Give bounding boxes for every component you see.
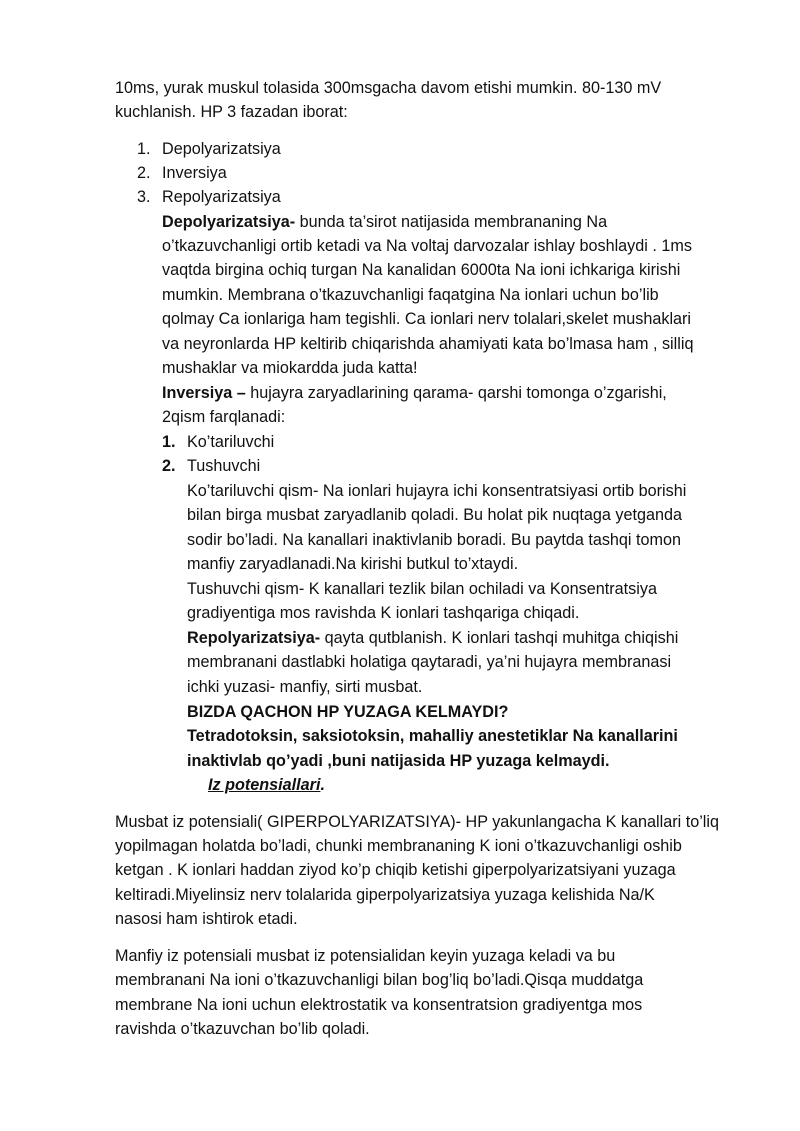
paragraph-line: nasosi ham ishtirok etadi. (115, 910, 298, 928)
paragraph-line: Musbat iz potensiali( GIPERPOLYARIZATSIYA)- HP yakunlangacha K kanallari to’liq (115, 813, 719, 831)
paragraph-line: Inversiya – hujayra zaryadlarining qarama- qarshi tomonga o’zgarishi, (162, 384, 667, 402)
paragraph-line: 2qism farqlanadi: (162, 408, 286, 426)
question-heading: BIZDA QACHON HP YUZAGA KELMAYDI? (187, 703, 509, 721)
intro-line-1: 10ms, yurak muskul tolasida 300msgacha davom etishi mumkin. 80-130 mV (115, 79, 662, 97)
answer-line: inaktivlab qo’yadi ,buni natijasida HP yuzaga kelmaydi. (187, 752, 610, 770)
paragraph-line: membranani dastlabki holatiga qaytaradi, ya’ni hujayra membranasi (187, 653, 672, 671)
paragraph-line: ketgan . K ionlari haddan ziyod ko’p chiqib ketishi giperpolyarizatsiyani yuzaga (115, 861, 676, 879)
inversiya-title: Inversiya – (162, 384, 246, 402)
list-item-depolyarizatsiya: Depolyarizatsiya (162, 140, 281, 158)
paragraph-line: o’tkazuvchanligi ortib ketadi va Na voltaj darvozalar ishlay boshlaydi . 1ms (162, 237, 692, 255)
list-number: 2. (137, 164, 151, 182)
depol-title: Depolyarizatsiya- (162, 213, 296, 231)
paragraph-line: sodir bo’ladi. Na kanallari inaktivlanib boradi. Bu paytda tashqi tomon (187, 531, 682, 549)
list-number: 1. (162, 433, 176, 451)
paragraph-line: Depolyarizatsiya- bunda ta’sirot natijasida membrananing Na (162, 213, 608, 231)
paragraph-line: membrane Na ioni uchun elektrostatik va konsentratsion gradiyentga mos (115, 996, 643, 1014)
intro-line-2: kuchlanish. HP 3 fazadan iborat: (115, 103, 348, 121)
paragraph-line: gradiyentiga mos ravishda K ionlari tashqariga chiqadi. (187, 604, 580, 622)
paragraph-line: mushaklar va miokardda juda katta! (162, 359, 418, 377)
paragraph-line: keltiradi.Miyelinsiz nerv tolalarida giperpolyarizatsiya yuzaga kelishida Na/K (115, 886, 655, 904)
paragraph-line: ravishda o’tkazuvchan bo’lib qoladi. (115, 1020, 370, 1038)
paragraph-line: Tushuvchi qism- K kanallari tezlik bilan ochiladi va Konsentratsiya (187, 580, 657, 598)
paragraph-line: yopilmagan holatda bo’ladi, chunki membrananing K ioni o’tkazuvchanligi oshib (115, 837, 682, 855)
paragraph-line: ichki yuzasi- manfiy, sirti musbat. (187, 678, 423, 696)
answer-line: Tetradotoksin, saksiotoksin, mahalliy anestetiklar Na kanallarini (187, 727, 678, 745)
paragraph-line: vaqtda birgina ochiq turgan Na kanalidan 6000ta Na ioni ichkariga kirishi (162, 261, 681, 279)
paragraph-line: bilan birga musbat zaryadlanib qoladi. Bu holat pik nuqtaga yetganda (187, 506, 682, 524)
list-item-repolyarizatsiya: Repolyarizatsiya (162, 188, 281, 206)
paragraph-line: va neyronlarda HP keltirib chiqarishda ahamiyati kata bo’lmasa ham , silliq (162, 335, 694, 353)
list-number: 3. (137, 188, 151, 206)
paragraph-line: Ko’tariluvchi qism- Na ionlari hujayra ichi konsentratsiyasi ortib borishi (187, 482, 687, 500)
section-heading-iz: Iz potensiallari. (208, 776, 325, 794)
list-number: 2. (162, 457, 176, 475)
paragraph-line: membranani Na ioni o’tkazuvchanligi bilan bog’liq bo’ladi.Qisqa muddatga (115, 971, 644, 989)
paragraph-line: manfiy zaryadlanadi.Na kirishi butkul to’xtaydi. (187, 555, 519, 573)
paragraph-line: qolmay Ca ionlariga ham tegishli. Ca ionlari nerv tolalari,skelet mushaklari (162, 310, 692, 328)
list-item-inversiya: Inversiya (162, 164, 227, 182)
paragraph-line: Repolyarizatsiya- qayta qutblanish. K ionlari tashqi muhitga chiqishi (187, 629, 679, 647)
list-item-tushuvchi: Tushuvchi (187, 457, 261, 475)
list-item-kotariluvchi: Ko’tariluvchi (187, 433, 275, 451)
paragraph-line: mumkin. Membrana o’tkazuvchanligi faqatgina Na ionlari uchun bo’lib (162, 286, 659, 304)
list-number: 1. (137, 140, 151, 158)
paragraph-line: Manfiy iz potensiali musbat iz potensialidan keyin yuzaga keladi va bu (115, 947, 616, 965)
repol-title: Repolyarizatsiya- (187, 629, 321, 647)
